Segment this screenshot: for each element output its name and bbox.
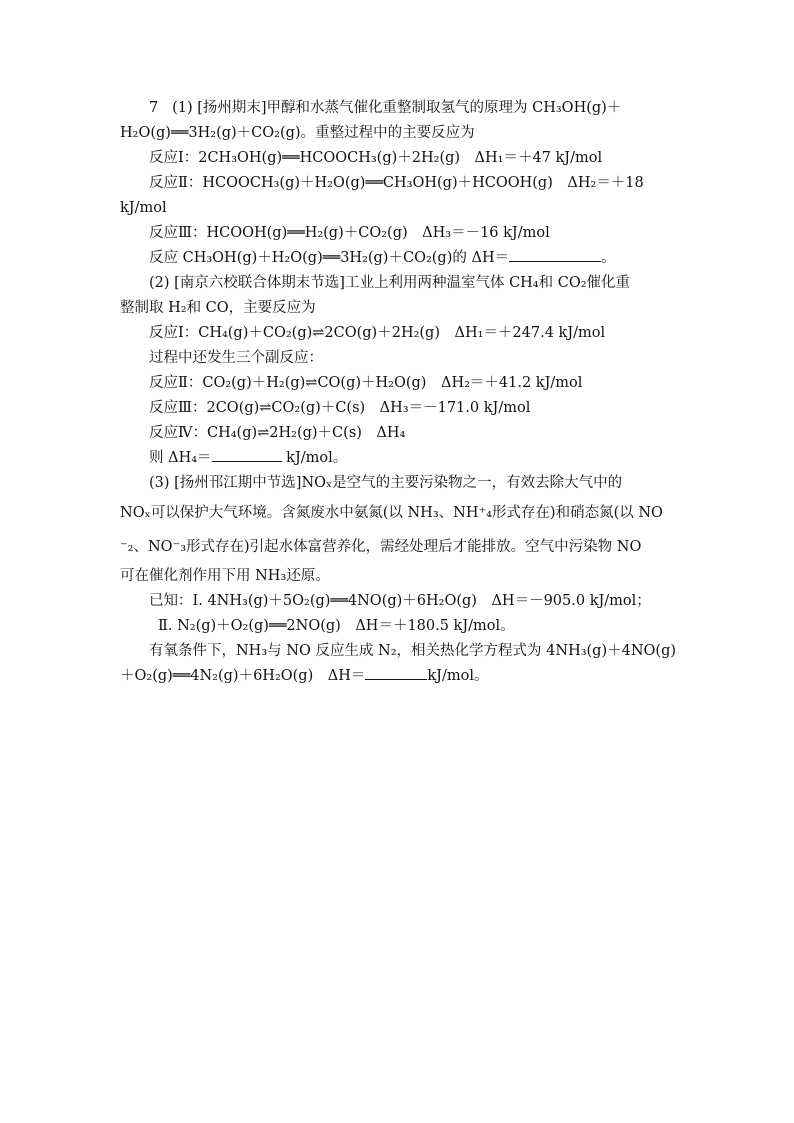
part-1-reaction-3: 反应Ⅲ：HCOOH(g)══H₂(g)＋CO₂(g) ΔH₃＝－16 kJ/mol [149,225,550,241]
part-3-line-2: NOₓ可以保护大气环境。含氮废水中氨氮(以 NH₃、NH⁺₄形式存在)和硝态氮(以 NO [120,505,663,521]
part-3-line-1: (3) [扬州邗江期中节选]NOₓ是空气的主要污染物之一，有效去除大气中的 [149,475,623,491]
part-2-side-reactions: 过程中还发生三个副反应： [149,350,323,366]
part-2-line-1: (2) [南京六校联合体期末节选]工业上利用两种温室气体 CH₄和 CO₂催化重 [149,275,631,291]
part-3-line-3: ⁻₂、NO⁻₃形式存在)引起水体富营养化，需经处理后才能排放。空气中污染物 NO [120,539,642,555]
part-2-line-2: 整制取 H₂和 CO，主要反应为 [120,300,316,316]
part-3-question: ＋O₂(g)══4N₂(g)＋6H₂O(g) ΔH＝ kJ/mol。 [120,664,676,689]
part-2-reaction-2: 反应Ⅱ：CO₂(g)＋H₂(g)⇌CO(g)＋H₂O(g) ΔH₂＝＋41.2 kJ/mol [149,375,583,391]
part-1-question: 反应 CH₃OH(g)＋H₂O(g)══3H₂(g)＋CO₂(g)的 ΔH＝ 。 [120,246,676,271]
answer-blank-1[interactable] [509,247,601,262]
part-3-known-2: Ⅱ. N₂(g)＋O₂(g)══2NO(g) ΔH＝＋180.5 kJ/mol。 [158,618,515,634]
part-2-question: 则 ΔH₄＝ kJ/mol。 [120,446,676,471]
part-1-line-2: H₂O(g)══3H₂(g)＋CO₂(g)。重整过程中的主要反应为 [120,125,475,141]
part-3-line-4: 可在催化剂作用下用 NH₃还原。 [120,568,330,584]
part-3-known-1: 已知：Ⅰ. 4NH₃(g)＋5O₂(g)══4NO(g)＋6H₂O(g) ΔH＝－905.0 kJ/mol； [149,593,651,609]
part-2-reaction-1: 反应Ⅰ：CH₄(g)＋CO₂(g)⇌2CO(g)＋2H₂(g) ΔH₁＝＋247.4 kJ/mol [149,325,606,341]
part-2-reaction-3: 反应Ⅲ：2CO(g)⇌CO₂(g)＋C(s) ΔH₃＝－171.0 kJ/mol [149,400,531,416]
answer-blank-3[interactable] [365,665,427,680]
part-1-line-1: 7 (1) [扬州期末]甲醇和水蒸气催化重整制取氢气的原理为 CH₃OH(g)＋ [149,100,622,116]
part-1-reaction-2: 反应Ⅱ：HCOOCH₃(g)＋H₂O(g)══CH₃OH(g)＋HCOOH(g) ΔH₂＝＋18 [149,175,644,191]
part-3-line-5: 有氧条件下，NH₃与 NO 反应生成 N₂，相关热化学方程式为 4NH₃(g)＋4NO(g) [149,643,677,659]
part-2-reaction-4: 反应Ⅳ：CH₄(g)⇌2H₂(g)＋C(s) ΔH₄ [149,425,406,441]
question-7 [120,96,676,689]
part-1-reaction-1: 反应Ⅰ：2CH₃OH(g)══HCOOCH₃(g)＋2H₂(g) ΔH₁＝＋47 kJ/mol [149,150,603,166]
question-number: 7 [149,100,159,116]
answer-blank-2[interactable] [212,447,282,462]
part-1-reaction-2-unit: kJ/mol [120,200,167,216]
